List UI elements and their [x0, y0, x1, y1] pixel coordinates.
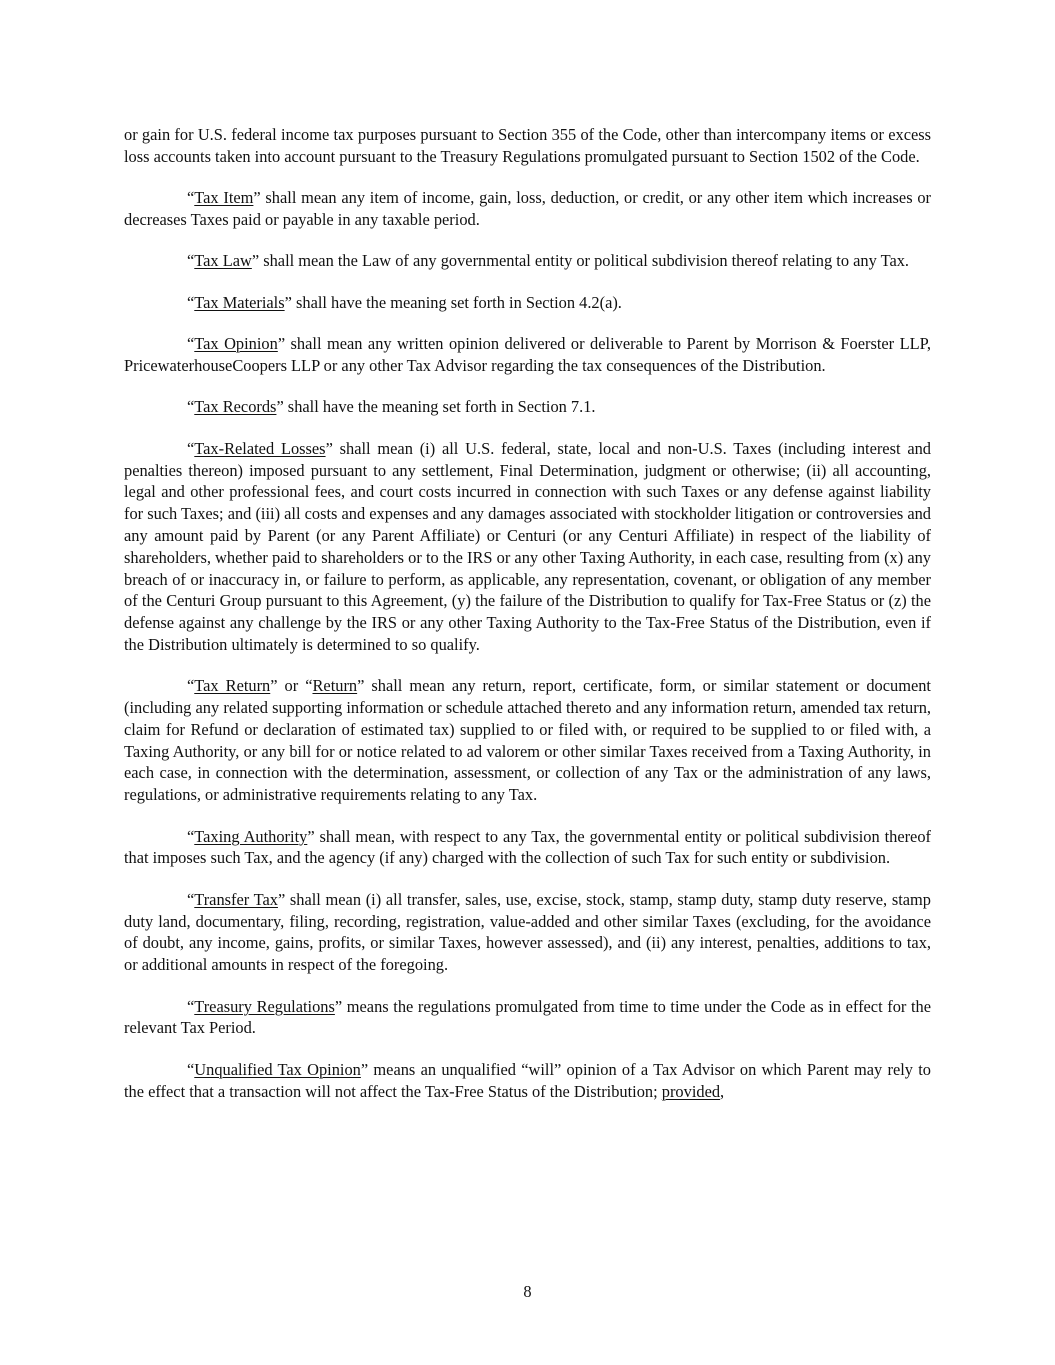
definition-tax-law: “Tax Law” shall mean the Law of any governmental entity or political subdivision thereof relating to any Tax. — [187, 251, 910, 271]
defined-term: Tax Records — [194, 397, 277, 417]
definition-tax-materials: “Tax Materials” shall have the meaning set forth in Section 4.2(a). — [187, 292, 622, 312]
defined-term: Treasury Regulations — [194, 996, 335, 1016]
document-page — [124, 124, 931, 1102]
defined-term: Tax Item — [194, 188, 254, 208]
defined-term: Tax Opinion — [194, 334, 278, 354]
definition-tax-item: “Tax Item” shall mean any item of income, gain, loss, deduction, or credit, or any other item which increases or decreases Taxes paid or payable in any taxable period. — [124, 188, 931, 229]
defined-term: Tax-Related Losses — [194, 438, 326, 458]
definition-unqualified-tax-opinion: “Unqualified Tax Opinion” means an unqualified “will” opinion of a Tax Advisor on which Parent may rely to the effect that a transaction will not affect the Tax-Free Status of the Distribution; provided, — [124, 1059, 932, 1101]
defined-term: Taxing Authority — [194, 826, 308, 846]
defined-term: Return — [312, 676, 358, 696]
defined-term: Tax Law — [194, 251, 252, 271]
defined-term: Unqualified Tax Opinion — [194, 1059, 361, 1079]
continuation-paragraph: or gain for U.S. federal income tax purposes pursuant to Section 355 of the Code, other than intercompany items or excess loss accounts taken into account pursuant to the Treasury Regulations promulgated pursuant to Section 1502 of the Code. — [124, 125, 931, 166]
definition-transfer-tax: “Transfer Tax” shall mean (i) all transfer, sales, use, excise, stock, stamp, stamp duty, stamp duty reserve, stamp duty land, documentary, filing, recording, registration, value-added and other similar Taxes (excluding, for the avoidance of doubt, any income, gains, profits, or similar Taxes, however assessed), and (ii) any interest, penalties, additions to tax, or additional amounts in respect of the foregoing. — [124, 889, 931, 975]
definition-taxing-authority: “Taxing Authority” shall mean, with respect to any Tax, the governmental entity or political subdivision thereof that imposes such Tax, and the agency (if any) charged with the collection of such Tax for such entity or subdivision. — [124, 826, 931, 868]
definition-tax-opinion: “Tax Opinion” shall mean any written opinion delivered or deliverable to Parent by Morrison & Foerster LLP, PricewaterhouseCoopers LLP or any other Tax Advisor regarding the tax consequences of the Distribution. — [124, 334, 931, 375]
definition-tax-return: “Tax Return” or “Return” shall mean any return, report, certificate, form, or similar statement or document (including any related supporting information or schedule attached thereto and any information return, amended tax return, claim for Refund or declaration of estimated tax) supplied to or filed with, or required to be supplied to or filed with, a Taxing Authority, or any bill for or notice related to ad valorem or other similar Taxes received from a Taxing Authority, in each case, in connection with the determination, assessment, or collection of any Tax or the administration of any laws, regulations, or administrative requirements relating to any Tax. — [124, 676, 931, 805]
defined-term: Tax Materials — [194, 292, 285, 312]
defined-term-provided: provided — [661, 1081, 721, 1101]
page-number: 8 — [523, 1282, 532, 1301]
defined-term: Transfer Tax — [194, 889, 278, 909]
definition-tax-records: “Tax Records” shall have the meaning set forth in Section 7.1. — [187, 397, 596, 417]
definition-treasury-regulations: “Treasury Regulations” means the regulations promulgated from time to time under the Code as in effect for the relevant Tax Period. — [124, 996, 932, 1038]
definition-tax-related-losses: “Tax-Related Losses” shall mean (i) all U.S. federal, state, local and non-U.S. Taxes (including interest and penalties thereon) imposed pursuant to any settlement, Final Determination, judgment or otherwise; (ii) all accounting, legal and other professional fees, and court costs incurred in connection with such Taxes or any defense against liability for such Taxes; and (iii) all costs and expenses and any damages associated with stockholder litigation or controversies and any amount paid by Parent (or any Parent Affiliate) or Centuri (or any Centuri Affiliate) in respect of the liability of shareholders, whether paid to shareholders or to the IRS or any other Taxing Authority, in each case, resulting from (x) any breach of or inaccuracy in, or failure to perform, as applicable, any representation, covenant, or obligation of any member of the Centuri Group pursuant to this Agreement, (y) the failure of the Distribution to qualify for Tax-Free Status or (z) the defense against any challenge by the IRS or any other Taxing Authority to the Tax-Free Status of the Distribution, even if the Distribution ultimately is determined to so qualify. — [124, 438, 931, 654]
defined-term: Tax Return — [194, 676, 271, 696]
